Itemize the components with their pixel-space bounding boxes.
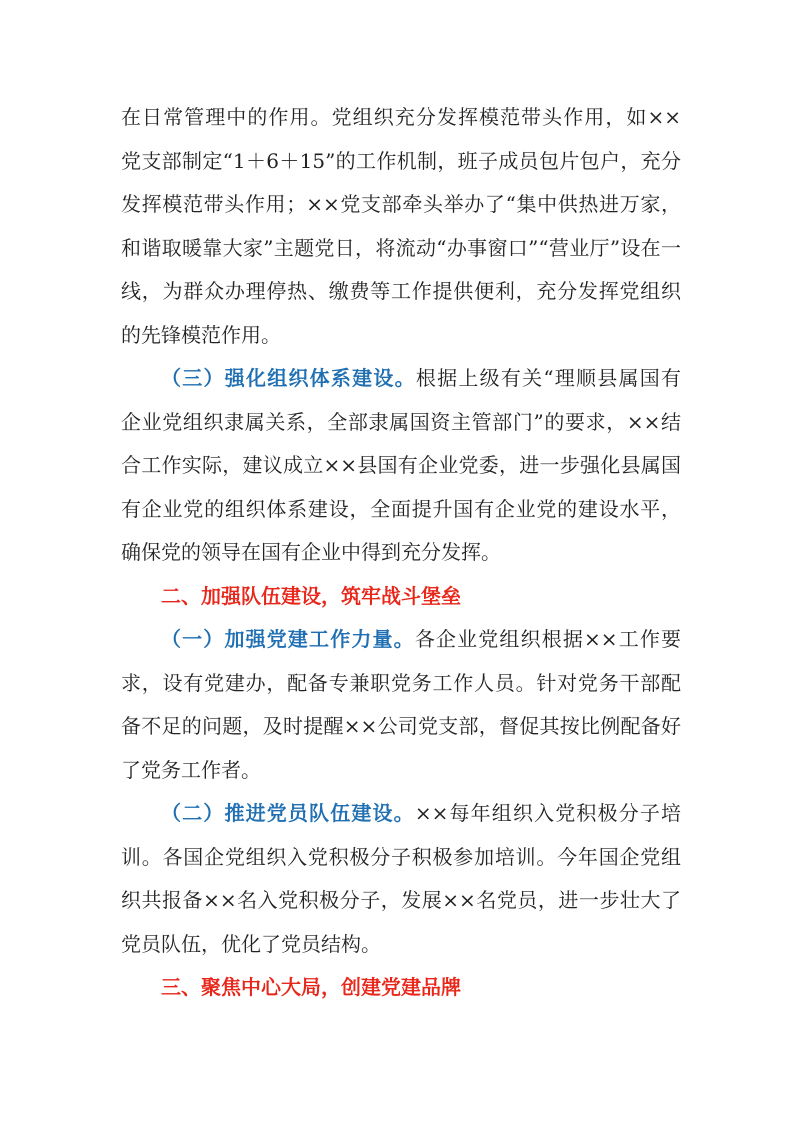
paragraph-line: 党员队伍，优化了党员结构。 [121, 931, 381, 956]
paragraph-text: 根据上级有关“理顺县属国有 [415, 366, 681, 390]
paragraph-line: 织共报备××名入党积极分子，发展××名党员，进一步壮大了 [121, 888, 681, 912]
paragraph-line: 发挥模范带头作用；××党支部牵头举办了“集中供热进万家， [121, 192, 681, 216]
paragraph-first-line [121, 618, 681, 662]
paragraph-first-line [121, 792, 681, 836]
section-heading-2: 二、加强队伍建设，筑牢战斗堡垒 [161, 583, 461, 608]
paragraph-2 [121, 357, 681, 575]
paragraph-line: 在日常管理中的作用。党组织充分发挥模范带头作用，如×× [121, 105, 681, 129]
paragraph-1 [121, 96, 681, 357]
sub-heading-1: （一）加强党建工作力量。 [161, 627, 415, 651]
paragraph-line: 了党务工作者。 [121, 757, 261, 782]
paragraph-line: 企业党组织隶属关系，全部隶属国资主管部门”的要求，××结 [121, 409, 681, 434]
paragraph-4 [121, 792, 681, 966]
paragraph-3 [121, 618, 681, 792]
section-heading-3: 三、聚焦中心大局，创建党建品牌 [161, 975, 461, 999]
sub-heading-3: （三）强化组织体系建设。 [161, 366, 416, 390]
paragraph-line: 线，为群众办理停热、缴费等工作提供便利，充分发挥党组织 [121, 279, 681, 303]
paragraph-line: 有企业党的组织体系建设，全面提升国有企业党的建设水平， [121, 496, 681, 521]
paragraph-line: 确保党的领导在国有企业中得到充分发挥。 [121, 540, 501, 564]
paragraph-text: 各企业党组织根据××工作要 [414, 627, 682, 651]
document-body [121, 96, 681, 1010]
paragraph-first-line [121, 357, 681, 401]
paragraph-line: 党支部制定“1＋6＋15”的工作机制，班子成员包片包户，充分 [121, 148, 681, 173]
paragraph-line: 训。各国企党组织入党积极分子积极参加培训。今年国企党组 [121, 844, 681, 869]
paragraph-line: 求，设有党建办，配备专兼职党务工作人员。针对党务干部配 [121, 670, 681, 695]
paragraph-text: ××每年组织入党积极分子培 [414, 801, 682, 825]
paragraph-line: 和谐取暖靠大家”主题党日，将流动“办事窗口”“营业厅”设在一 [121, 235, 681, 260]
paragraph-line: 合工作实际，建议成立××县国有企业党委，进一步强化县属国 [121, 453, 681, 477]
paragraph-line: 备不足的问题，及时提醒××公司党支部，督促其按比例配备好 [121, 714, 681, 738]
sub-heading-2: （二）推进党员队伍建设。 [161, 801, 415, 825]
paragraph-line: 的先锋模范作用。 [121, 322, 281, 347]
